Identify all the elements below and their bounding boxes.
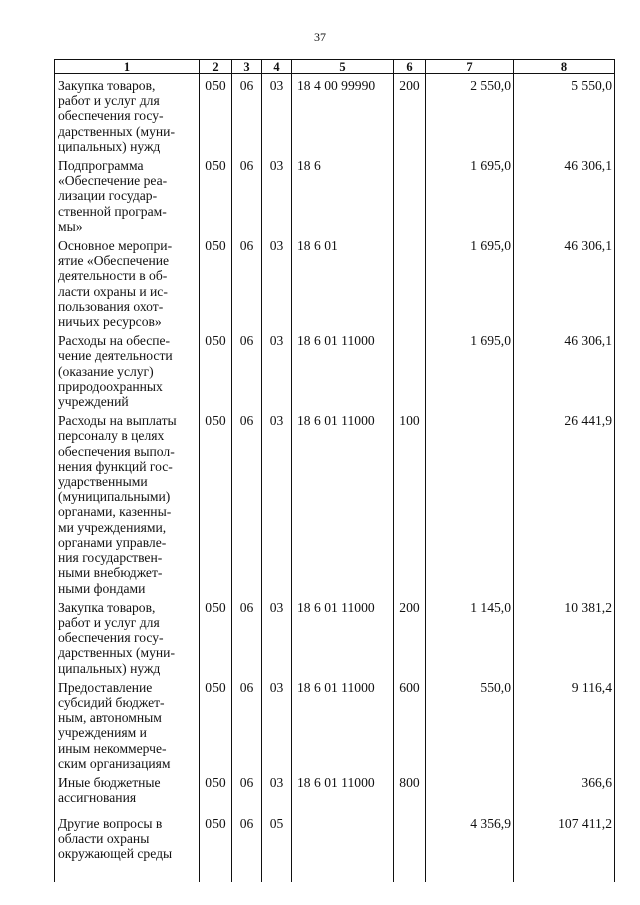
col3-cell: 06 (232, 812, 262, 882)
col3-cell: 06 (232, 234, 262, 329)
row-name: Подпрограмма «Обеспечение реа- лизации государ- ственной програм- мы» (58, 158, 168, 234)
column-header: 8 (514, 60, 615, 74)
row-name: Расходы на выплаты персоналу в целях обеспечения выпол- нения функций гос- ударственными (муниципальными) органами, казенны- ми учреждениями, органами управле- ния государствен- ными внебюджет- ными фондами (58, 413, 177, 596)
type-cell: 200 (394, 74, 426, 155)
row-name: Закупка товаров, работ и услуг для обеспечения госу- дарственных (муни- ципальных) нужд (58, 599, 175, 676)
row-name-cell (55, 329, 200, 409)
row-name: Иные бюджетные ассигнования (58, 774, 161, 806)
table-row (55, 676, 615, 771)
type-cell: 100 (394, 409, 426, 595)
row-name-cell (55, 812, 200, 882)
code-cell (292, 812, 394, 882)
col2-cell: 050 (200, 676, 232, 771)
amount7-cell (426, 771, 514, 812)
type-cell: 800 (394, 771, 426, 812)
row-name: Предоставление субсидий бюджет- ным, автономным учреждениям и иным некоммерче- ским организациям (58, 679, 171, 771)
amount8-cell: 46 306,1 (514, 329, 615, 409)
code-cell: 18 6 01 11000 (292, 676, 394, 771)
row-name: Расходы на обеспе- чение деятельности (оказание услуг) природоохранных учреждений (58, 333, 173, 410)
amount7-cell: 1 695,0 (426, 154, 514, 234)
col2-cell: 050 (200, 329, 232, 409)
col4-cell: 03 (262, 74, 292, 155)
table-row (55, 74, 615, 155)
amount7-cell: 4 356,9 (426, 812, 514, 882)
column-header: 7 (426, 60, 514, 74)
amount8-cell: 5 550,0 (514, 74, 615, 155)
col2-cell: 050 (200, 812, 232, 882)
amount7-cell: 1 695,0 (426, 329, 514, 409)
type-cell (394, 234, 426, 329)
row-name: Другие вопросы в области охраны окружающей среды (58, 815, 173, 862)
col4-cell: 03 (262, 329, 292, 409)
row-name-cell (55, 154, 200, 234)
col2-cell: 050 (200, 409, 232, 595)
type-cell: 200 (394, 596, 426, 676)
code-cell: 18 6 01 (292, 234, 394, 329)
table-row (55, 812, 615, 882)
type-cell (394, 812, 426, 882)
code-cell: 18 6 01 11000 (292, 329, 394, 409)
table-row (55, 771, 615, 812)
row-name-cell (55, 409, 200, 595)
amount8-cell: 46 306,1 (514, 154, 615, 234)
code-cell: 18 6 01 11000 (292, 771, 394, 812)
col4-cell: 03 (262, 409, 292, 595)
table-row (55, 596, 615, 676)
col2-cell: 050 (200, 596, 232, 676)
row-name: Основное меропри- ятие «Обеспечение деятельности в об- ласти охраны и ис- пользования охот- ничьих ресурсов» (58, 238, 173, 330)
row-name-cell (55, 771, 200, 812)
amount8-cell: 9 116,4 (514, 676, 615, 771)
page-number: 37 (314, 30, 326, 44)
table-row (55, 234, 615, 329)
column-header: 6 (394, 60, 426, 74)
row-name: Закупка товаров, работ и услуг для обеспечения госу- дарственных (муни- ципальных) нужд (58, 78, 175, 154)
row-name-cell (55, 74, 200, 155)
code-cell: 18 6 01 11000 (292, 596, 394, 676)
amount7-cell: 2 550,0 (426, 74, 514, 155)
col4-cell: 03 (262, 154, 292, 234)
table-row (55, 154, 615, 234)
col3-cell: 06 (232, 676, 262, 771)
column-header: 5 (292, 60, 394, 74)
amount8-cell: 10 381,2 (514, 596, 615, 676)
col3-cell: 06 (232, 409, 262, 595)
column-header: 3 (232, 60, 262, 74)
col4-cell: 05 (262, 812, 292, 882)
column-header: 2 (200, 60, 232, 74)
row-name-cell (55, 234, 200, 329)
col3-cell: 06 (232, 596, 262, 676)
amount8-cell: 107 411,2 (514, 812, 615, 882)
amount7-cell: 1 695,0 (426, 234, 514, 329)
col2-cell: 050 (200, 771, 232, 812)
type-cell (394, 154, 426, 234)
col3-cell: 06 (232, 74, 262, 155)
amount8-cell: 46 306,1 (514, 234, 615, 329)
col3-cell: 06 (232, 329, 262, 409)
col4-cell: 03 (262, 234, 292, 329)
col2-cell: 050 (200, 74, 232, 155)
budget-table (54, 59, 615, 882)
amount8-cell: 26 441,9 (514, 409, 615, 595)
table-row (55, 409, 615, 595)
table-row (55, 329, 615, 409)
col4-cell: 03 (262, 676, 292, 771)
col3-cell: 06 (232, 771, 262, 812)
amount8-cell: 366,6 (514, 771, 615, 812)
code-cell: 18 4 00 99990 (292, 74, 394, 155)
row-name-cell (55, 596, 200, 676)
code-cell: 18 6 01 11000 (292, 409, 394, 595)
col2-cell: 050 (200, 154, 232, 234)
amount7-cell: 1 145,0 (426, 596, 514, 676)
col2-cell: 050 (200, 234, 232, 329)
table-header-row (55, 60, 615, 74)
column-header: 4 (262, 60, 292, 74)
col4-cell: 03 (262, 596, 292, 676)
code-cell: 18 6 (292, 154, 394, 234)
amount7-cell (426, 409, 514, 595)
type-cell: 600 (394, 676, 426, 771)
row-name-cell (55, 676, 200, 771)
type-cell (394, 329, 426, 409)
col4-cell: 03 (262, 771, 292, 812)
amount7-cell: 550,0 (426, 676, 514, 771)
column-header: 1 (55, 60, 200, 74)
col3-cell: 06 (232, 154, 262, 234)
